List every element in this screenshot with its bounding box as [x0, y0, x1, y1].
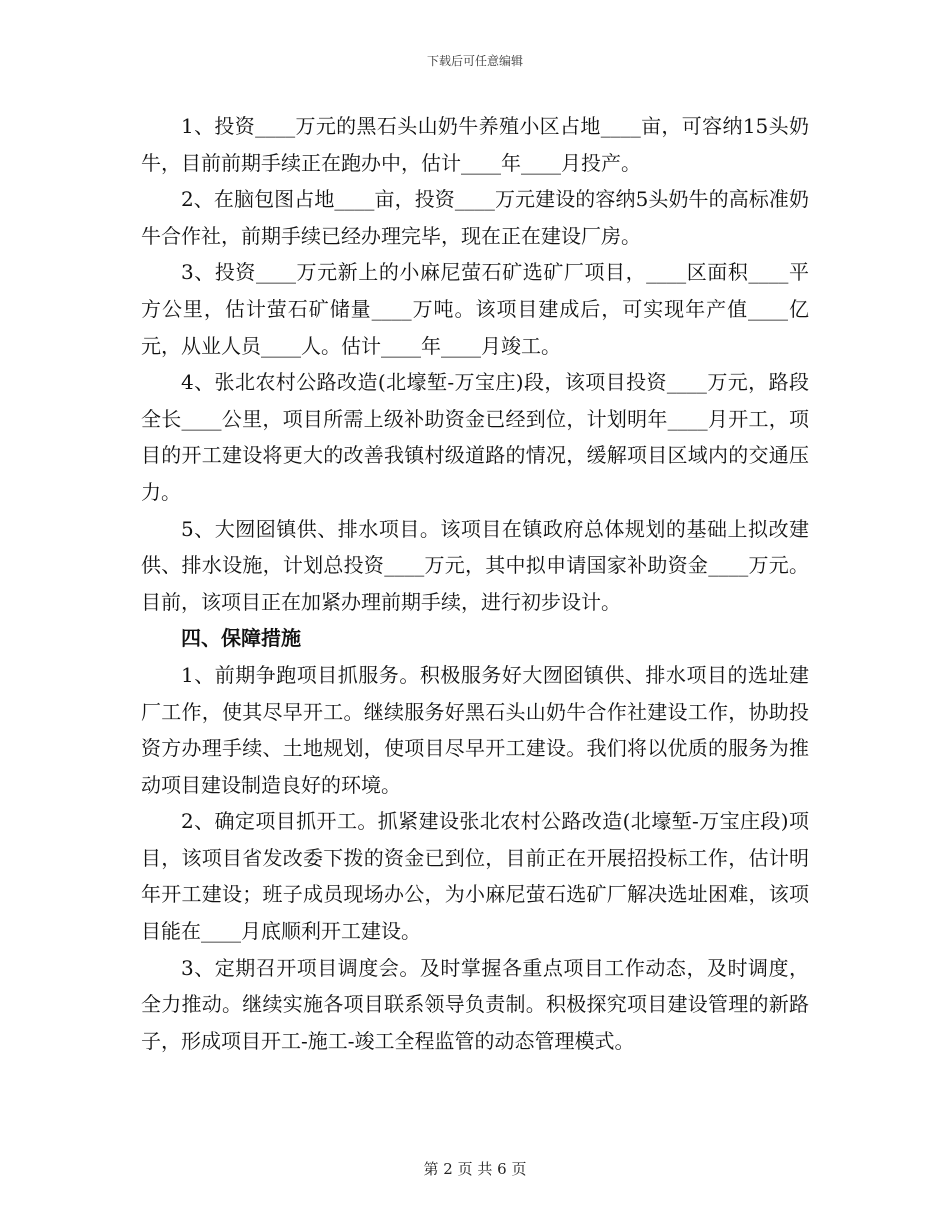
paragraph-measure-3: 3、定期召开项目调度会。及时掌握各重点项目工作动态，及时调度，全力推动。继续实施各项目联系领导负责制。积极探究项目建设管理的新路子，形成项目开工-施工-竣工全程监管的动态管理模式。 [141, 955, 809, 1053]
paragraph-project-5: 5、大囫囵镇供、排水项目。该项目在镇政府总体规划的基础上拟改建供、排水设施，计划总投资____万元，其中拟申请国家补助资金____万元。目前，该项目正在加紧办理前期手续，进行初步设计。 [141, 516, 809, 614]
page-header: 下载后可任意编辑 [426, 54, 523, 68]
document-body [141, 108, 809, 1059]
section-heading: 四、保障措施 [181, 626, 301, 651]
paragraph-measure-2: 2、确定项目抓开工。抓紧建设张北农村公路改造(北壕堑-万宝庄段)项目，该项目省发改委下拨的资金已到位，目前正在开展招投标工作，估计明年开工建设；班子成员现场办公，为小麻尼萤石选矿厂解决选址困难，该项目能在____月底顺利开工建设。 [141, 809, 809, 944]
paragraph-measure-1: 1、前期争跑项目抓服务。积极服务好大囫囵镇供、排水项目的选址建厂工作，使其尽早开工。继续服务好黑石头山奶牛合作社建设工作，协助投资方办理手续、土地规划，使项目尽早开工建设。我们将以优质的服务为推动项目建设制造良好的环境。 [141, 662, 809, 797]
paragraph-project-4: 4、张北农村公路改造(北壕堑-万宝庄)段，该项目投资____万元，路段全长____公里，项目所需上级补助资金已经到位，计划明年____月开工，项目的开工建设将更大的改善我镇村级道路的情况，缓解项目区域内的交通压力。 [141, 370, 809, 504]
page-footer: 第 2 页 共 6 页 [423, 1160, 527, 1178]
paragraph-project-3: 3、投资____万元新上的小麻尼萤石矿选矿厂项目，____区面积____平方公里，估计萤石矿储量____万吨。该项目建成后，可实现年产值____亿元，从业人员____人。估计____年____月竣工。 [141, 260, 809, 358]
paragraph-project-1: 1、投资____万元的黑石头山奶牛养殖小区占地____亩，可容纳15头奶牛，目前前期手续正在跑办中，估计____年____月投产。 [141, 114, 809, 175]
paragraph-project-2: 2、在脑包图占地____亩，投资____万元建设的容纳5头奶牛的高标准奶牛合作社，前期手续已经办理完毕，现在正在建设厂房。 [141, 187, 809, 248]
